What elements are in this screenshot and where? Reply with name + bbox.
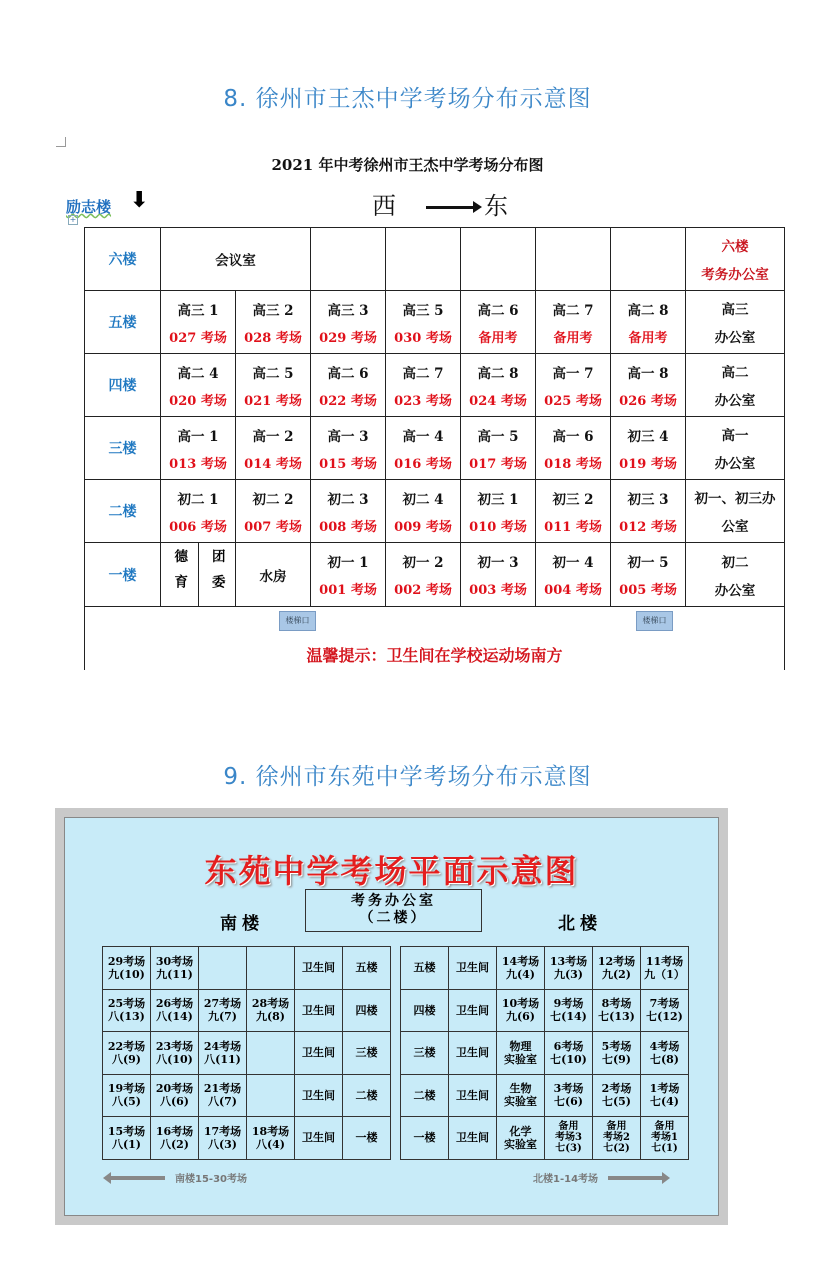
class-label: 高一 4 [402, 428, 444, 445]
room-cell [536, 543, 611, 607]
room-cell [161, 354, 236, 417]
room-cell [611, 543, 686, 607]
class-label: 初二 3 [327, 491, 369, 508]
exam-room-label: 003 考场 [469, 583, 527, 598]
class-label: 水房 [259, 568, 287, 585]
room-cell: 23考场 八(10) [151, 1032, 199, 1075]
room-cell: 化学 实验室 [497, 1117, 545, 1160]
room-cell: 备用 考场1 七(1) [641, 1117, 689, 1160]
class-label: 初一 2 [402, 555, 444, 571]
exam-room-label: 009 考场 [394, 519, 452, 535]
room-cell [461, 291, 536, 354]
stair-marker: 楼梯口 [279, 611, 316, 631]
room-cell: 三楼 [401, 1032, 449, 1075]
class-label: 高三 3 [327, 302, 369, 319]
map-title: 东苑中学考场平面示意图 [204, 852, 579, 890]
room-cell [247, 947, 295, 990]
wangjie-exam-table [84, 227, 785, 670]
class-label: 高三 5 [402, 302, 444, 319]
floor-label: 六楼 [85, 228, 161, 291]
class-label: 初三 2 [552, 491, 594, 508]
room-cell: 18考场 八(4) [247, 1117, 295, 1160]
class-label: 高二 6 [477, 302, 519, 319]
room-cell: 卫生间 [449, 1074, 497, 1117]
stair-marker: 楼梯口 [636, 611, 673, 631]
exam-room-label: 008 考场 [319, 519, 377, 535]
office-cell [686, 354, 785, 417]
exam-room-label: 备用考 [478, 330, 518, 346]
class-label: 高二 7 [402, 365, 444, 382]
exam-room-label: 002 考场 [394, 583, 452, 598]
office-name: 考务办公室 [351, 893, 436, 909]
notice-row [85, 607, 785, 670]
room-cell: 19考场 八(5) [103, 1074, 151, 1117]
room-cell: 3考场 七(6) [545, 1074, 593, 1117]
south-building-label: 南楼 [220, 914, 264, 934]
office-label: 办公室 [714, 330, 756, 346]
room-cell: 2考场 七(5) [593, 1074, 641, 1117]
exam-room-label: 020 考场 [169, 393, 227, 409]
room-cell [236, 543, 311, 607]
office-label: 高一 [721, 428, 749, 444]
class-label: 高二 8 [477, 365, 519, 382]
class-label: 高一 3 [327, 428, 369, 445]
room-cell [461, 228, 536, 291]
floor-row [103, 989, 391, 1032]
exam-room-label: 021 考场 [244, 393, 302, 409]
class-label: 高二 7 [552, 302, 594, 319]
exam-room-label: 备用考 [553, 330, 593, 346]
room-cell: 8考场 七(13) [593, 989, 641, 1032]
room-cell: 五楼 [343, 947, 391, 990]
right-arrow-icon [426, 206, 476, 209]
room-cell: 三楼 [343, 1032, 391, 1075]
floor-label: 一楼 [85, 543, 161, 607]
room-cell: 4考场 七(8) [641, 1032, 689, 1075]
floor-row [401, 947, 689, 990]
office-label: 六楼 [721, 239, 749, 255]
left-arrow-icon [110, 1176, 165, 1180]
room-cell: 20考场 八(6) [151, 1074, 199, 1117]
down-arrow-icon: ⬇ [130, 188, 149, 213]
office-cell [686, 543, 785, 607]
room-cell: 物理 实验室 [497, 1032, 545, 1075]
office-label: 初一、初三办 [694, 491, 776, 507]
room-cell [461, 417, 536, 480]
class-label: 初一 1 [327, 555, 369, 571]
class-label: 初三 1 [477, 491, 519, 508]
room-cell [386, 543, 461, 607]
room-cell: 21考场 八(7) [199, 1074, 247, 1117]
exam-room-label: 010 考场 [469, 519, 527, 535]
exam-room-label: 017 考场 [469, 456, 527, 472]
room-cell: 16考场 八(2) [151, 1117, 199, 1160]
west-label: 西 [372, 192, 396, 220]
south-note [110, 1170, 247, 1185]
room-cell [611, 228, 686, 291]
room-cell: 24考场 八(11) [199, 1032, 247, 1075]
office-label: 高二 [721, 365, 749, 381]
floor-row [85, 480, 785, 543]
room-cell: 备用 考场2 七(2) [593, 1117, 641, 1160]
floor-row [103, 1032, 391, 1075]
class-label: 高一 2 [252, 428, 294, 445]
class-label: 高一 5 [477, 428, 519, 445]
room-cell: 13考场 九(3) [545, 947, 593, 990]
office-cell [686, 291, 785, 354]
exam-room-label: 015 考场 [319, 456, 377, 472]
building-label: 励志楼 [66, 198, 112, 216]
room-cell [161, 417, 236, 480]
office-label: 考务办公室 [701, 267, 769, 283]
room-cell [311, 228, 386, 291]
room-cell [236, 354, 311, 417]
room-cell: 7考场 七(12) [641, 989, 689, 1032]
room-cell [311, 291, 386, 354]
exam-room-label: 028 考场 [244, 330, 302, 346]
room-cell: 卫生间 [295, 1032, 343, 1075]
room-cell: 1考场 七(4) [641, 1074, 689, 1117]
room-cell: 27考场 九(7) [199, 989, 247, 1032]
floor-row [103, 1117, 391, 1160]
room-cell: 26考场 八(14) [151, 989, 199, 1032]
room-cell [161, 291, 236, 354]
exam-room-label: 005 考场 [619, 583, 677, 598]
floor-row [103, 947, 391, 990]
north-note-text: 北楼1-14考场 [533, 1174, 599, 1185]
class-label: 高一 1 [177, 428, 219, 445]
class-label: 高一 7 [552, 365, 594, 382]
office-label: 公室 [721, 519, 749, 535]
floor-row [85, 354, 785, 417]
room-cell: 10考场 九(6) [497, 989, 545, 1032]
exam-room-label: 027 考场 [169, 330, 227, 346]
exam-room-label: 007 考场 [244, 519, 302, 535]
floor-label: 三楼 [85, 417, 161, 480]
room-cell: 卫生间 [449, 1117, 497, 1160]
class-label: 高三 2 [252, 302, 294, 319]
room-cell: 卫生间 [295, 1117, 343, 1160]
south-building-table [102, 946, 391, 1160]
document-title: 2021 年中考徐州市王杰中学考场分布图 [271, 156, 544, 174]
room-cell: 卫生间 [295, 947, 343, 990]
room-cell: 四楼 [343, 989, 391, 1032]
floor-row [401, 1032, 689, 1075]
room-label: 团委 [198, 543, 236, 606]
room-cell [461, 354, 536, 417]
exam-room-label: 001 考场 [319, 583, 377, 598]
class-label: 初一 5 [627, 555, 669, 571]
room-cell: 二楼 [343, 1074, 391, 1117]
floor-label: 五楼 [85, 291, 161, 354]
office-label: 初二 [721, 554, 749, 571]
room-cell: 29考场 九(10) [103, 947, 151, 990]
room-cell [311, 480, 386, 543]
exam-room-label: 备用考 [628, 330, 668, 346]
tip-text: 温馨提示：卫生间在学校运动场南方 [306, 646, 563, 665]
office-cell [686, 480, 785, 543]
room-cell [386, 291, 461, 354]
floor-row [103, 1074, 391, 1117]
room-cell [611, 291, 686, 354]
exam-room-label: 030 考场 [394, 330, 452, 346]
room-cell: 卫生间 [295, 1074, 343, 1117]
room-cell: 17考场 八(3) [199, 1117, 247, 1160]
exam-room-label: 026 考场 [619, 393, 677, 409]
room-cell [611, 480, 686, 543]
room-cell: 一楼 [343, 1117, 391, 1160]
room-cell [536, 417, 611, 480]
north-building-table [400, 946, 689, 1160]
room-cell [536, 228, 611, 291]
class-label: 会议室 [215, 253, 256, 269]
north-building-label: 北楼 [558, 914, 602, 934]
floor-label: 四楼 [85, 354, 161, 417]
floor-row [401, 989, 689, 1032]
room-cell [161, 543, 236, 607]
room-cell [311, 417, 386, 480]
office-label: 办公室 [714, 393, 756, 409]
room-cell: 6考场 七(10) [545, 1032, 593, 1075]
floor-row [401, 1117, 689, 1160]
room-cell: 12考场 九(2) [593, 947, 641, 990]
room-cell [236, 480, 311, 543]
right-arrow-icon [608, 1176, 663, 1180]
room-cell [311, 543, 386, 607]
room-cell: 9考场 七(14) [545, 989, 593, 1032]
room-cell: 五楼 [401, 947, 449, 990]
office-cell [686, 417, 785, 480]
floor-label: 二楼 [85, 480, 161, 543]
section-heading-9: 9. 徐州市东苑中学考场分布示意图 [223, 764, 592, 790]
room-cell [536, 291, 611, 354]
room-cell [386, 354, 461, 417]
office-cell [686, 228, 785, 291]
class-label: 高一 6 [552, 428, 594, 445]
south-note-text: 南楼15-30考场 [175, 1174, 247, 1185]
exam-room-label: 023 考场 [394, 393, 452, 409]
exam-room-label: 011 考场 [544, 519, 602, 535]
floor-row [85, 228, 785, 291]
class-label: 高二 8 [627, 302, 669, 319]
room-cell [236, 291, 311, 354]
exam-room-label: 029 考场 [319, 330, 377, 346]
office-floor: （二楼） [359, 910, 428, 926]
exam-room-label: 013 考场 [169, 456, 227, 472]
class-label: 高二 6 [327, 365, 369, 382]
section-heading-8: 8. 徐州市王杰中学考场分布示意图 [223, 86, 592, 112]
exam-office-box [305, 889, 482, 932]
room-cell: 卫生间 [449, 1032, 497, 1075]
room-cell: 5考场 七(9) [593, 1032, 641, 1075]
east-label: 东 [484, 192, 508, 220]
room-cell: 备用 考场3 七(3) [545, 1117, 593, 1160]
floor-row [85, 417, 785, 480]
room-cell: 四楼 [401, 989, 449, 1032]
class-label: 初三 3 [627, 491, 669, 508]
room-cell [386, 417, 461, 480]
margin-mark [56, 137, 66, 147]
room-cell [386, 480, 461, 543]
room-cell [161, 228, 311, 291]
room-cell [236, 417, 311, 480]
room-cell [247, 1032, 295, 1075]
floor-row [85, 543, 785, 607]
room-cell [386, 228, 461, 291]
room-cell [247, 1074, 295, 1117]
class-label: 高二 5 [252, 365, 294, 382]
room-cell [611, 354, 686, 417]
exam-room-label: 018 考场 [544, 456, 602, 472]
exam-room-label: 014 考场 [244, 456, 302, 472]
direction-indicator [372, 186, 508, 221]
room-label: 德育 [171, 549, 188, 600]
room-cell: 一楼 [401, 1117, 449, 1160]
room-cell: 30考场 九(11) [151, 947, 199, 990]
room-cell [311, 354, 386, 417]
room-cell [461, 480, 536, 543]
north-note [533, 1170, 663, 1185]
room-cell: 卫生间 [295, 989, 343, 1032]
room-cell [536, 354, 611, 417]
exam-room-label: 004 考场 [544, 583, 602, 598]
room-cell: 28考场 九(8) [247, 989, 295, 1032]
room-cell [161, 480, 236, 543]
room-cell: 15考场 八(1) [103, 1117, 151, 1160]
table-move-handle-icon[interactable]: + [69, 215, 77, 224]
room-cell: 14考场 九(4) [497, 947, 545, 990]
exam-room-label: 006 考场 [169, 519, 227, 535]
room-cell: 二楼 [401, 1074, 449, 1117]
class-label: 初二 2 [252, 491, 294, 508]
room-cell [461, 543, 536, 607]
class-label: 初三 4 [627, 428, 669, 445]
class-label: 高一 8 [627, 365, 669, 382]
dongyuan-map-image [55, 808, 728, 1225]
office-label: 办公室 [714, 582, 756, 599]
exam-room-label: 022 考场 [319, 393, 377, 409]
office-label: 办公室 [714, 456, 756, 472]
room-cell: 22考场 八(9) [103, 1032, 151, 1075]
class-label: 初二 4 [402, 491, 444, 508]
exam-room-label: 019 考场 [619, 456, 677, 472]
exam-room-label: 012 考场 [619, 519, 677, 535]
room-cell [199, 947, 247, 990]
room-cell: 11考场 九（1） [641, 947, 689, 990]
exam-room-label: 024 考场 [469, 393, 527, 409]
class-label: 初二 1 [177, 491, 219, 508]
room-cell: 生物 实验室 [497, 1074, 545, 1117]
office-label: 高三 [721, 302, 749, 318]
room-cell [536, 480, 611, 543]
exam-room-label: 016 考场 [394, 456, 452, 472]
room-cell [611, 417, 686, 480]
class-label: 高二 4 [177, 365, 219, 382]
room-cell: 卫生间 [449, 989, 497, 1032]
class-label: 高三 1 [177, 302, 219, 319]
room-cell: 25考场 八(13) [103, 989, 151, 1032]
exam-room-label: 025 考场 [544, 393, 602, 409]
class-label: 初一 4 [552, 555, 594, 571]
floor-row [85, 291, 785, 354]
class-label: 初一 3 [477, 555, 519, 571]
room-cell: 卫生间 [449, 947, 497, 990]
floor-row [401, 1074, 689, 1117]
